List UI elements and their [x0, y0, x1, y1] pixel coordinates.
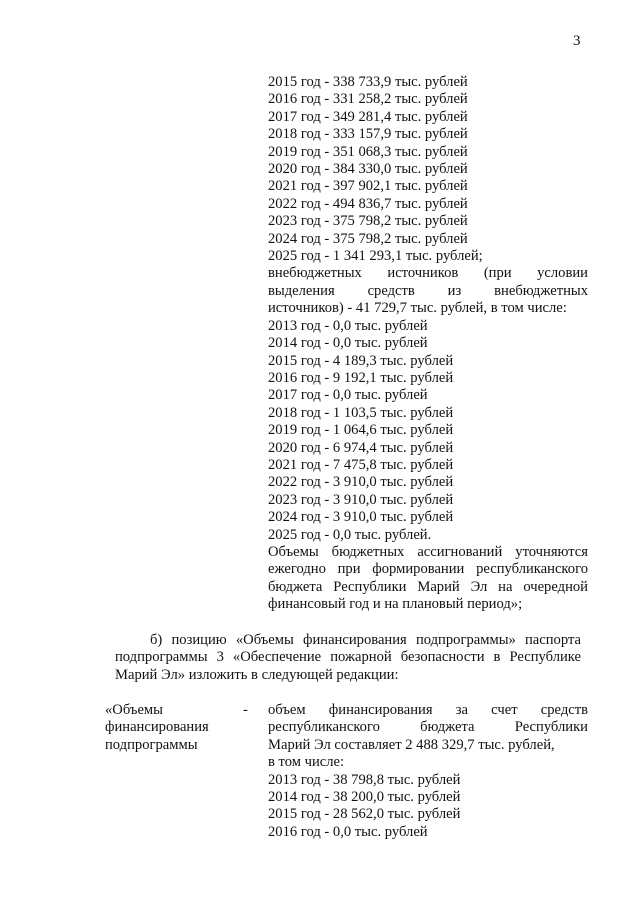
note-line: бюджета Республики Марий Эл на очередной	[268, 578, 588, 595]
extra-year-line: 2019 год - 1 064,6 тыс. рублей	[268, 422, 454, 439]
funding-text-line: Марий Эл составляет 2 488 329,7 тыс. рублей,	[268, 736, 555, 753]
year-line: 2019 год - 351 068,3 тыс. рублей	[268, 143, 468, 160]
dash-separator: -	[243, 702, 248, 718]
note-line: финансовый год и на плановый период»;	[268, 596, 523, 613]
year-line: 2020 год - 384 330,0 тыс. рублей	[268, 161, 468, 178]
year-line: 2015 год - 28 562,0 тыс. рублей	[268, 806, 461, 823]
extrabudget-line: источников) - 41 729,7 тыс. рублей, в том числе:	[268, 300, 567, 317]
funding-text-line: республиканского бюджета Республики	[268, 719, 588, 736]
paragraph-line: б) позицию «Объемы финансирования подпрограммы» паспорта	[150, 632, 581, 648]
extra-year-line: 2015 год - 4 189,3 тыс. рублей	[268, 352, 454, 369]
note-line: Объемы бюджетных ассигнований уточняются	[268, 543, 588, 560]
paragraph-b	[115, 632, 581, 684]
funding-text-line: объем финансирования за счет средств	[268, 702, 588, 718]
extra-year-line: 2023 год - 3 910,0 тыс. рублей	[268, 491, 454, 508]
paragraph-line: подпрограммы 3 «Обеспечение пожарной безопасности в Республике	[115, 649, 581, 666]
label-line: подпрограммы	[105, 736, 198, 753]
extrabudget-line: выделения средств из внебюджетных	[268, 282, 588, 299]
page-number: 3	[573, 33, 581, 49]
paragraph-line: Марий Эл» изложить в следующей редакции:	[115, 666, 399, 683]
extra-year-line: 2020 год - 6 974,4 тыс. рублей	[268, 439, 454, 456]
year-line: 2018 год - 333 157,9 тыс. рублей	[268, 126, 468, 143]
extrabudget-line: внебюджетных источников (при условии	[268, 265, 588, 282]
subprogram-funding	[268, 702, 588, 841]
note-line: ежегодно при формировании республиканского	[268, 561, 588, 578]
year-line: 2016 год - 0,0 тыс. рублей	[268, 823, 428, 840]
label-line: финансирования	[105, 719, 209, 736]
year-line: 2017 год - 349 281,4 тыс. рублей	[268, 108, 468, 125]
extra-year-line: 2022 год - 3 910,0 тыс. рублей	[268, 474, 454, 491]
extra-year-line: 2014 год - 0,0 тыс. рублей	[268, 335, 428, 352]
year-line: 2015 год - 338 733,9 тыс. рублей	[268, 74, 468, 90]
year-line: 2025 год - 1 341 293,1 тыс. рублей;	[268, 248, 483, 265]
extra-year-line: 2016 год - 9 192,1 тыс. рублей	[268, 369, 454, 386]
year-line: 2024 год - 375 798,2 тыс. рублей	[268, 230, 468, 247]
year-line: 2023 год - 375 798,2 тыс. рублей	[268, 213, 468, 230]
label-line: «Объемы	[105, 702, 163, 718]
extra-year-line: 2017 год - 0,0 тыс. рублей	[268, 387, 428, 404]
extra-year-line: 2024 год - 3 910,0 тыс. рублей	[268, 509, 454, 526]
funding-block	[268, 74, 588, 614]
year-line: 2021 год - 397 902,1 тыс. рублей	[268, 178, 468, 195]
year-line: 2016 год - 331 258,2 тыс. рублей	[268, 91, 468, 108]
year-line: 2022 год - 494 836,7 тыс. рублей	[268, 195, 468, 212]
extra-year-line: 2025 год - 0,0 тыс. рублей.	[268, 526, 432, 543]
extra-year-line: 2021 год - 7 475,8 тыс. рублей	[268, 456, 454, 473]
funding-text-line: в том числе:	[268, 754, 345, 771]
extra-year-line: 2018 год - 1 103,5 тыс. рублей	[268, 404, 454, 421]
subprogram-label	[105, 702, 209, 754]
year-line: 2014 год - 38 200,0 тыс. рублей	[268, 789, 461, 806]
year-line: 2013 год - 38 798,8 тыс. рублей	[268, 771, 461, 788]
extra-year-line: 2013 год - 0,0 тыс. рублей	[268, 317, 428, 334]
